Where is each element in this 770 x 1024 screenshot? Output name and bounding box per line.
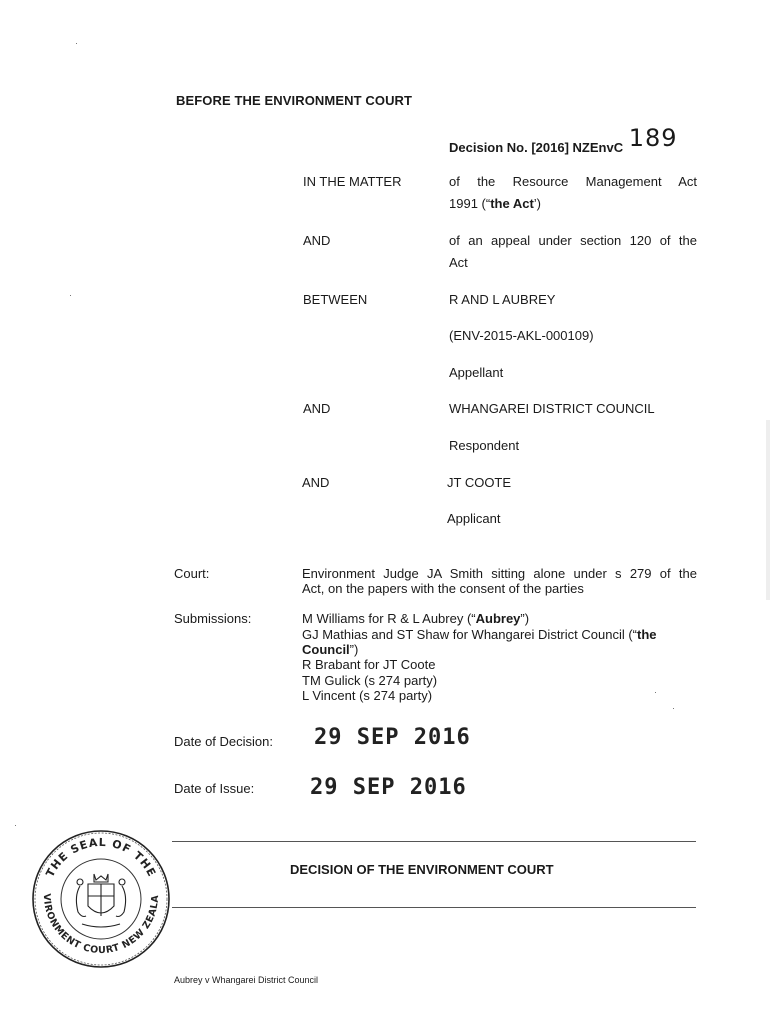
case-reference: (ENV-2015-AKL-000109): [449, 328, 594, 343]
submission-text: ”): [349, 642, 359, 657]
date-of-decision-label: Date of Decision:: [174, 734, 273, 749]
defined-term-aubrey: Aubrey: [475, 611, 521, 626]
submission-text: GJ Mathias and ST Shaw for Whangarei District Council (“: [302, 627, 637, 642]
party-role: Applicant: [447, 511, 501, 526]
scan-speck: [673, 708, 674, 709]
submission-line: TM Gulick (s 274 party): [302, 673, 438, 688]
respondent-name: WHANGAREI DISTRICT COUNCIL: [449, 401, 655, 416]
svg-text:THE SEAL OF THE: [43, 836, 158, 879]
court-heading: BEFORE THE ENVIRONMENT COURT: [176, 93, 413, 108]
defined-term-council: Council: [302, 642, 350, 657]
party-value-line: of the Resource Management Act: [449, 174, 697, 189]
defined-term-the-act: the Act: [490, 196, 534, 211]
party-label-and: AND: [303, 401, 331, 416]
submission-text: M Williams for R & L Aubrey (“: [302, 611, 476, 626]
submissions-label: Submissions:: [174, 611, 252, 626]
footer-case-name: Aubrey v Whangarei District Council: [174, 975, 319, 985]
seal-bottom-text: VIRONMENT COURT NEW ZEALA: [40, 893, 162, 957]
party-role: Appellant: [449, 365, 504, 380]
decision-number: [449, 124, 678, 158]
decision-prefix: Decision No. [2016] NZEnvC: [449, 140, 624, 155]
party-label-in-the-matter: IN THE MATTER: [303, 174, 402, 189]
party-label-and: AND: [303, 233, 331, 248]
title-rule-bottom: [172, 907, 696, 908]
title-rule-top: [172, 841, 696, 842]
party-value-line: of an appeal under section 120 of the: [449, 233, 697, 248]
handwritten-decision-number: 189: [628, 124, 678, 152]
appellant-name: R AND L AUBREY: [449, 292, 556, 307]
seal-graphic: [28, 826, 174, 972]
date-of-issue-label: Date of Issue:: [174, 781, 255, 796]
court-seal: [28, 826, 174, 972]
party-role: Respondent: [449, 438, 520, 453]
submission-line: L Vincent (s 274 party): [302, 688, 433, 703]
submission-line: R Brabant for JT Coote: [302, 657, 436, 672]
scan-edge: [766, 420, 770, 600]
party-label-and: AND: [302, 475, 330, 490]
applicant-name: JT COOTE: [447, 475, 512, 490]
party-label-between: BETWEEN: [303, 292, 368, 307]
seal-top-text: THE SEAL OF THE: [43, 835, 159, 880]
scan-speck: [70, 295, 71, 296]
court-label: Court:: [174, 566, 210, 581]
court-line: Environment Judge JA Smith sitting alone under s 279 of the: [302, 566, 697, 581]
date-of-issue-stamp: 29 SEP 2016: [310, 775, 467, 800]
court-line: Act, on the papers with the consent of the parties: [302, 581, 584, 596]
scan-speck: [15, 825, 16, 826]
defined-term-the: the: [637, 627, 657, 642]
scan-speck: [76, 43, 77, 44]
submission-text: ”): [520, 611, 530, 626]
party-value-line: 1991 (“the Act’): [449, 196, 541, 211]
decision-title: DECISION OF THE ENVIRONMENT COURT: [290, 862, 554, 877]
party-value-line: Act: [449, 255, 468, 270]
date-of-decision-stamp: 29 SEP 2016: [314, 725, 471, 750]
